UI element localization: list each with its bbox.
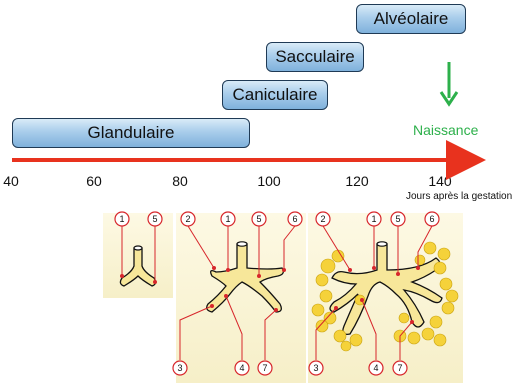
callout-number: 5 — [395, 214, 401, 224]
callout-number: 2 — [320, 214, 326, 224]
tick-label: 80 — [172, 173, 188, 189]
tick-label: 40 — [3, 173, 19, 189]
callout-number: 7 — [262, 363, 268, 373]
birth-label: Naissance — [413, 122, 479, 138]
stage-label: Caniculaire — [232, 85, 318, 104]
callout-number: 7 — [397, 363, 403, 373]
callout-number: 5 — [256, 214, 262, 224]
callout-number: 6 — [429, 214, 435, 224]
callout-number: 1 — [225, 214, 231, 224]
callout-number: 4 — [239, 363, 245, 373]
callout-number: 1 — [371, 214, 377, 224]
callout-number: 1 — [119, 214, 125, 224]
callout-number: 2 — [185, 214, 191, 224]
axis-caption: Jours après la gestation — [406, 191, 513, 202]
callout-number: 3 — [177, 363, 183, 373]
callout-number: 3 — [313, 363, 319, 373]
birth-arrow — [441, 62, 457, 104]
stage-label: Glandulaire — [87, 123, 175, 142]
callout-number: 5 — [152, 214, 158, 224]
tick-label: 120 — [345, 173, 369, 189]
tick-label: 140 — [428, 173, 452, 189]
stage-label: Sacculaire — [275, 47, 355, 66]
callout-number: 4 — [373, 363, 379, 373]
stage-label: Alvéolaire — [373, 9, 449, 28]
tick-label: 100 — [257, 173, 281, 189]
callout-number: 6 — [292, 214, 298, 224]
tick-label: 60 — [86, 173, 102, 189]
